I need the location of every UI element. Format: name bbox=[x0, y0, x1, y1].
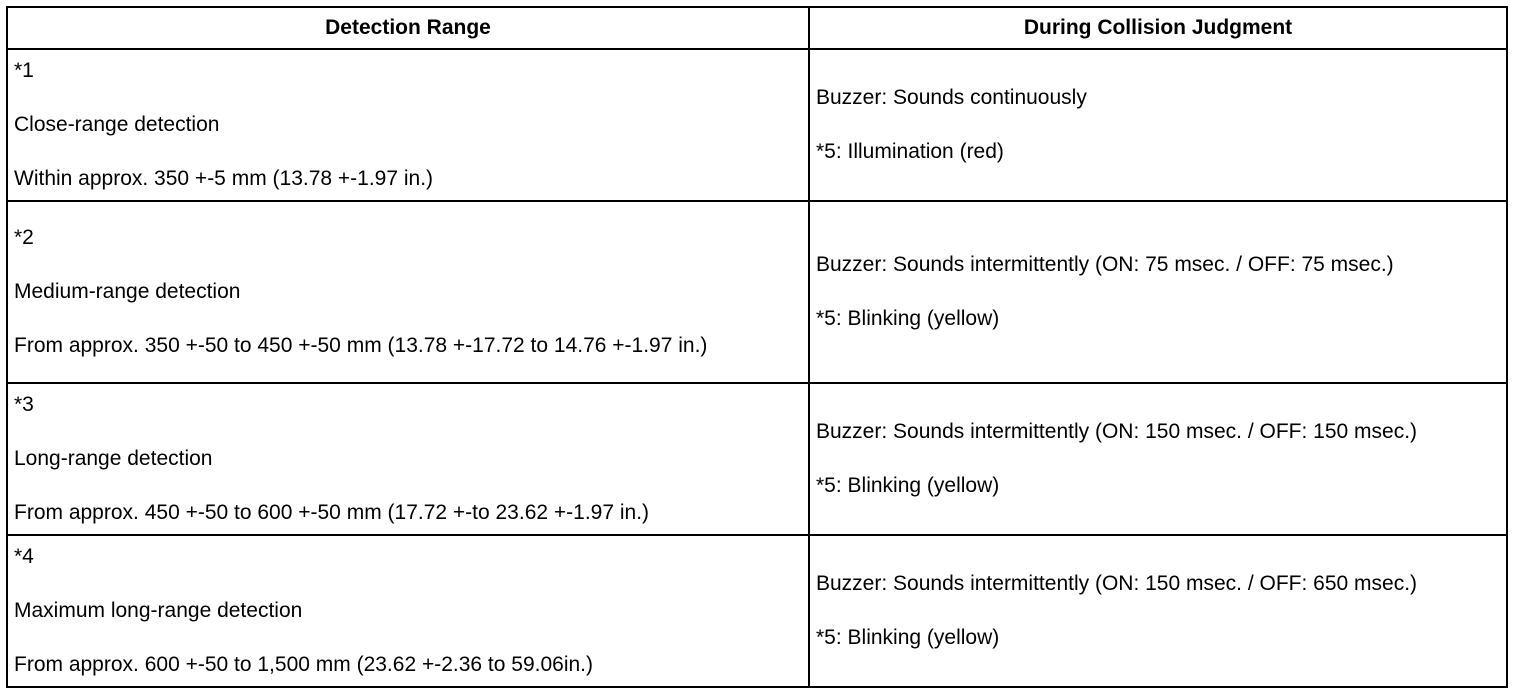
buzzer-text: Buzzer: Sounds continuously bbox=[816, 86, 1087, 109]
range-value: Within approx. 350 +-5 mm (13.78 +-1.97 in.) bbox=[14, 167, 434, 190]
range-name: Maximum long-range detection bbox=[14, 599, 303, 622]
buzzer-text: Buzzer: Sounds intermittently (ON: 75 msec. / OFF: 75 msec.) bbox=[816, 253, 1394, 276]
range-marker: *2 bbox=[14, 226, 34, 249]
table-row bbox=[7, 535, 1507, 687]
detection-range-cell bbox=[7, 201, 809, 383]
table-header-row bbox=[7, 7, 1507, 49]
indicator-text: *5: Blinking (yellow) bbox=[816, 474, 1000, 497]
collision-judgment-cell bbox=[809, 383, 1507, 535]
indicator-text: *5: Blinking (yellow) bbox=[816, 307, 1000, 330]
buzzer-text: Buzzer: Sounds intermittently (ON: 150 msec. / OFF: 150 msec.) bbox=[816, 420, 1418, 443]
indicator-text: *5: Illumination (red) bbox=[816, 140, 1004, 163]
table-row bbox=[7, 49, 1507, 201]
detection-range-cell bbox=[7, 535, 809, 687]
range-value: From approx. 350 +-50 to 450 +-50 mm (13.78 +-17.72 to 14.76 +-1.97 in.) bbox=[14, 334, 708, 357]
detection-range-cell bbox=[7, 383, 809, 535]
buzzer-text: Buzzer: Sounds intermittently (ON: 150 msec. / OFF: 650 msec.) bbox=[816, 572, 1418, 595]
document-page bbox=[6, 6, 1506, 688]
detection-range-table bbox=[6, 6, 1508, 688]
detection-range-cell bbox=[7, 49, 809, 201]
table-row bbox=[7, 383, 1507, 535]
range-marker: *3 bbox=[14, 393, 34, 416]
range-value: From approx. 600 +-50 to 1,500 mm (23.62 +-2.36 to 59.06in.) bbox=[14, 653, 593, 676]
header-collision-judgment: During Collision Judgment bbox=[809, 7, 1507, 49]
range-marker: *1 bbox=[14, 59, 34, 82]
indicator-text: *5: Blinking (yellow) bbox=[816, 626, 1000, 649]
range-value: From approx. 450 +-50 to 600 +-50 mm (17.72 +-to 23.62 +-1.97 in.) bbox=[14, 501, 650, 524]
range-marker: *4 bbox=[14, 545, 34, 568]
range-name: Medium-range detection bbox=[14, 280, 241, 303]
collision-judgment-cell bbox=[809, 201, 1507, 383]
collision-judgment-cell bbox=[809, 535, 1507, 687]
collision-judgment-cell bbox=[809, 49, 1507, 201]
header-detection-range: Detection Range bbox=[7, 7, 809, 49]
range-name: Close-range detection bbox=[14, 113, 220, 136]
table-row bbox=[7, 201, 1507, 383]
range-name: Long-range detection bbox=[14, 447, 213, 470]
